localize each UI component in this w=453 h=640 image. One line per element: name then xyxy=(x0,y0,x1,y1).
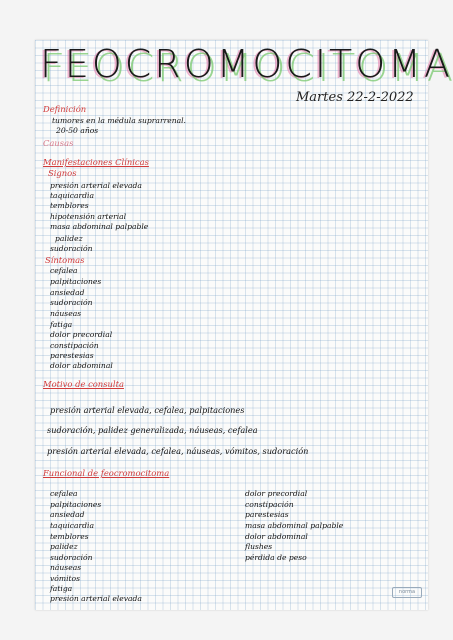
functional-right-item: dolor precordial xyxy=(245,489,308,498)
functional-left-item: vómitos xyxy=(50,574,81,583)
definition-line: tumores en la médula suprarrenal. xyxy=(52,116,186,125)
functional-left-item: náuseas xyxy=(50,563,82,572)
functional-left-item: ansiedad xyxy=(50,510,85,519)
functional-right-item: dolor abdominal xyxy=(245,532,308,541)
functional-left-item: fatiga xyxy=(50,584,73,593)
functional-left-item: presión arterial elevada xyxy=(50,594,142,603)
causes-heading: Causas xyxy=(43,138,74,148)
functional-left-item: palpitaciones xyxy=(50,500,102,509)
sign-item: taquicardia xyxy=(50,191,94,200)
functional-right-item: masa abdominal palpable xyxy=(245,521,344,530)
functional-right-item: constipación xyxy=(245,500,294,509)
definition-heading: Definición xyxy=(43,104,87,114)
sign-item: sudoración xyxy=(50,244,93,253)
sign-item: hipotensión arterial xyxy=(50,212,127,221)
symptom-item: constipación xyxy=(50,341,99,350)
consultation-line: sudoración, palidez generalizada, náuseas, cefalea xyxy=(47,425,258,435)
symptom-item: sudoración xyxy=(50,298,93,307)
symptoms-heading: Síntomas xyxy=(45,255,85,265)
symptom-item: parestesias xyxy=(50,351,94,360)
consultation-line: presión arterial elevada, cefalea, palpitaciones xyxy=(50,405,245,415)
page-title: FEOCROMOCITOMA xyxy=(40,42,453,86)
functional-right-item: flushes xyxy=(245,542,273,551)
functional-left-item: taquicardia xyxy=(50,521,94,530)
functional-left-item: sudoración xyxy=(50,553,93,562)
symptom-item: náuseas xyxy=(50,309,82,318)
functional-heading: Funcional de feocromocitoma xyxy=(43,468,170,478)
functional-left-item: palidez xyxy=(50,542,78,551)
functional-left-item: temblores xyxy=(50,532,89,541)
functional-left-item: cefalea xyxy=(50,489,78,498)
date-label: Martes 22-2-2022 xyxy=(296,90,414,105)
manifestations-heading: Manifestaciones Clínicas xyxy=(43,157,149,167)
signs-heading: Signos xyxy=(48,168,77,178)
notebook-brand-logo: norma xyxy=(392,587,422,598)
symptom-item: dolor precordial xyxy=(50,330,113,339)
symptom-item: cefalea xyxy=(50,266,78,275)
symptom-item: dolor abdominal xyxy=(50,361,113,370)
symptom-item: fatiga xyxy=(50,320,73,329)
symptom-item: palpitaciones xyxy=(50,277,102,286)
sign-item: palidez xyxy=(55,234,83,243)
sign-item: presión arterial elevada xyxy=(50,181,142,190)
sign-item: temblores xyxy=(50,201,89,210)
sign-item: masa abdominal palpable xyxy=(50,222,149,231)
consultation-heading: Motivo de consulta xyxy=(43,379,124,389)
functional-right-item: parestesias xyxy=(245,510,289,519)
symptom-item: ansiedad xyxy=(50,288,85,297)
functional-right-item: pérdida de peso xyxy=(245,553,307,562)
consultation-line: presión arterial elevada, cefalea, náuseas, vómitos, sudoración xyxy=(47,446,309,456)
definition-line: 20-50 años xyxy=(56,126,99,135)
